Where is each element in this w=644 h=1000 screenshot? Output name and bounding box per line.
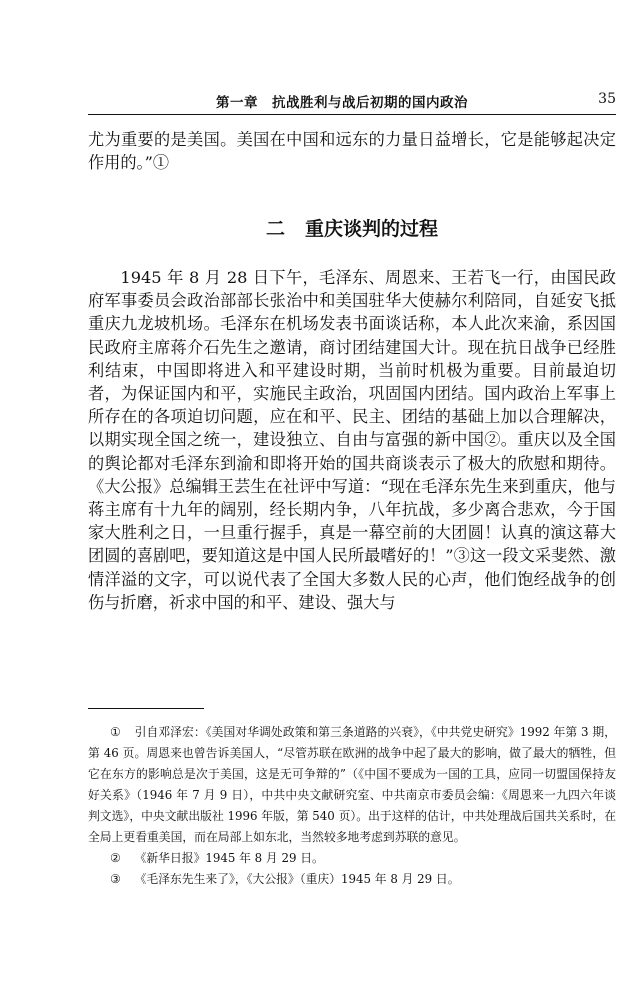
section-number: 二: [265, 218, 285, 240]
footnote-divider: [88, 708, 204, 709]
footnote-mark: ③: [110, 872, 121, 886]
section-heading: [88, 214, 616, 241]
footnote-3: [88, 869, 616, 890]
chapter-title: 第一章 抗战胜利与战后初期的国内政治: [216, 95, 468, 111]
footnote-text: 引自邓泽宏：《美国对华调处政策和第三条道路的兴衰》，《中共党史研究》1992 年第 3 期，第 46 页。周恩来也曾告诉美国人，“尽管苏联在欧洲的战争中起了最大的影响，做了最大的牺牲，但它在东方的影响总是次于美国，这是无可争辩的”（《中国不要成为一国的工具，应同一切盟国保持友好关系》（1946 年 7 月 9 日），中共中央文献研究室、中共南京市委员会编：《周恩来一九四六年谈判文选》，中央文献出版社 1996 年版，第 540 页）。出于这样的估计，中共处理战后国共关系时，在全局上更看重美国，而在局部上如东北，当然较多地考虑到苏联的意见。: [88, 725, 616, 844]
running-header: [88, 88, 616, 115]
page-number: 35: [598, 91, 616, 107]
footnote-mark: ②: [110, 851, 121, 865]
footnote-text: 《毛泽东先生来了》，《大公报》（重庆）1945 年 8 月 29 日。: [134, 872, 460, 886]
footnotes: [88, 722, 616, 890]
paragraph-continued: 尤为重要的是美国。美国在中国和远东的力量日益增长，它是能够起决定作用的。”①: [88, 130, 616, 173]
section-title: 重庆谈判的过程: [305, 218, 439, 240]
footnote-text: 《新华日报》1945 年 8 月 29 日。: [134, 851, 324, 865]
footnote-1: [88, 722, 616, 848]
footnote-mark: ①: [110, 725, 121, 739]
footnote-2: [88, 848, 616, 869]
paragraph-main: 1945 年 8 月 28 日下午，毛泽东、周恩来、王若飞一行，由国民政府军事委员会政治部部长张治中和美国驻华大使赫尔利陪同，自延安飞抵重庆九龙坡机场。毛泽东在机场发表书面谈话称，本人此次来渝，系因国民政府主席蒋介石先生之邀请，商讨团结建国大计。现在抗日战争已经胜利结束，中国即将进入和平建设时期，当前时机极为重要。目前最迫切者，为保证国内和平，实施民主政治，巩固国内团结。国内政治上军事上所存在的各项迫切问题，应在和平、民主、团结的基础上加以合理解决，以期实现全国之统一，建设独立、自由与富强的新中国②。重庆以及全国的舆论都对毛泽东到渝和即将开始的国共商谈表示了极大的欣慰和期待。《大公报》总编辑王芸生在社评中写道：“现在毛泽东先生来到重庆，他与蒋主席有十九年的阔别，经长期内争，八年抗战，多少离合悲欢，今于国家大胜利之日，一旦重行握手，真是一幕空前的大团圆！认真的演这幕大团圆的喜剧吧，要知道这是中国人民所最嗜好的！”③这一段文采斐然、激情洋溢的文字，可以说代表了全国大多数人民的心声，他们饱经战争的创伤与折磨，祈求中国的和平、建设、强大与: [88, 268, 616, 612]
